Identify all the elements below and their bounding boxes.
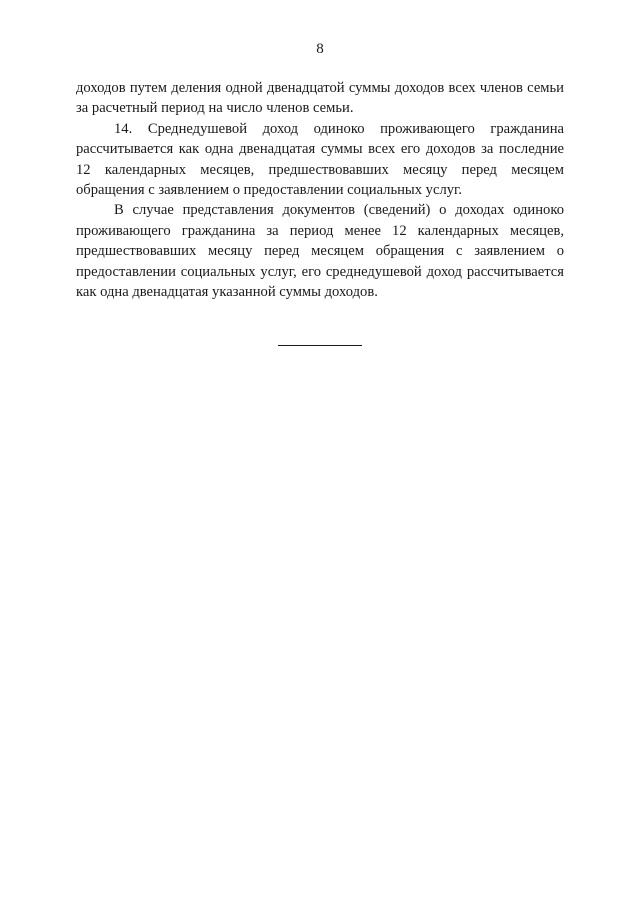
document-body	[76, 78, 564, 302]
paragraph-item-14: 14. Среднедушевой доход одиноко проживающего гражданина рассчитывается как одна двенадцатая суммы всех его доходов за последние 12 календарных месяцев, предшествовавших месяцу перед месяцем обращения с заявлением о предоставлении социальных услуг.	[76, 120, 564, 199]
paragraph-continuation: доходов путем деления одной двенадцатой суммы доходов всех членов семьи за расчетный период на число членов семьи.	[76, 80, 564, 117]
page-number: 8	[316, 41, 324, 57]
end-separator-line	[278, 345, 362, 346]
paragraph-partial-period: В случае представления документов (сведений) о доходах одиноко проживающего гражданина за период менее 12 календарных месяцев, предшествовавших месяцу перед месяцем обращения с заявлением о предоставлении социальных услуг, его среднедушевой доход рассчитывается как одна двенадцатая указанной суммы доходов.	[76, 202, 564, 301]
